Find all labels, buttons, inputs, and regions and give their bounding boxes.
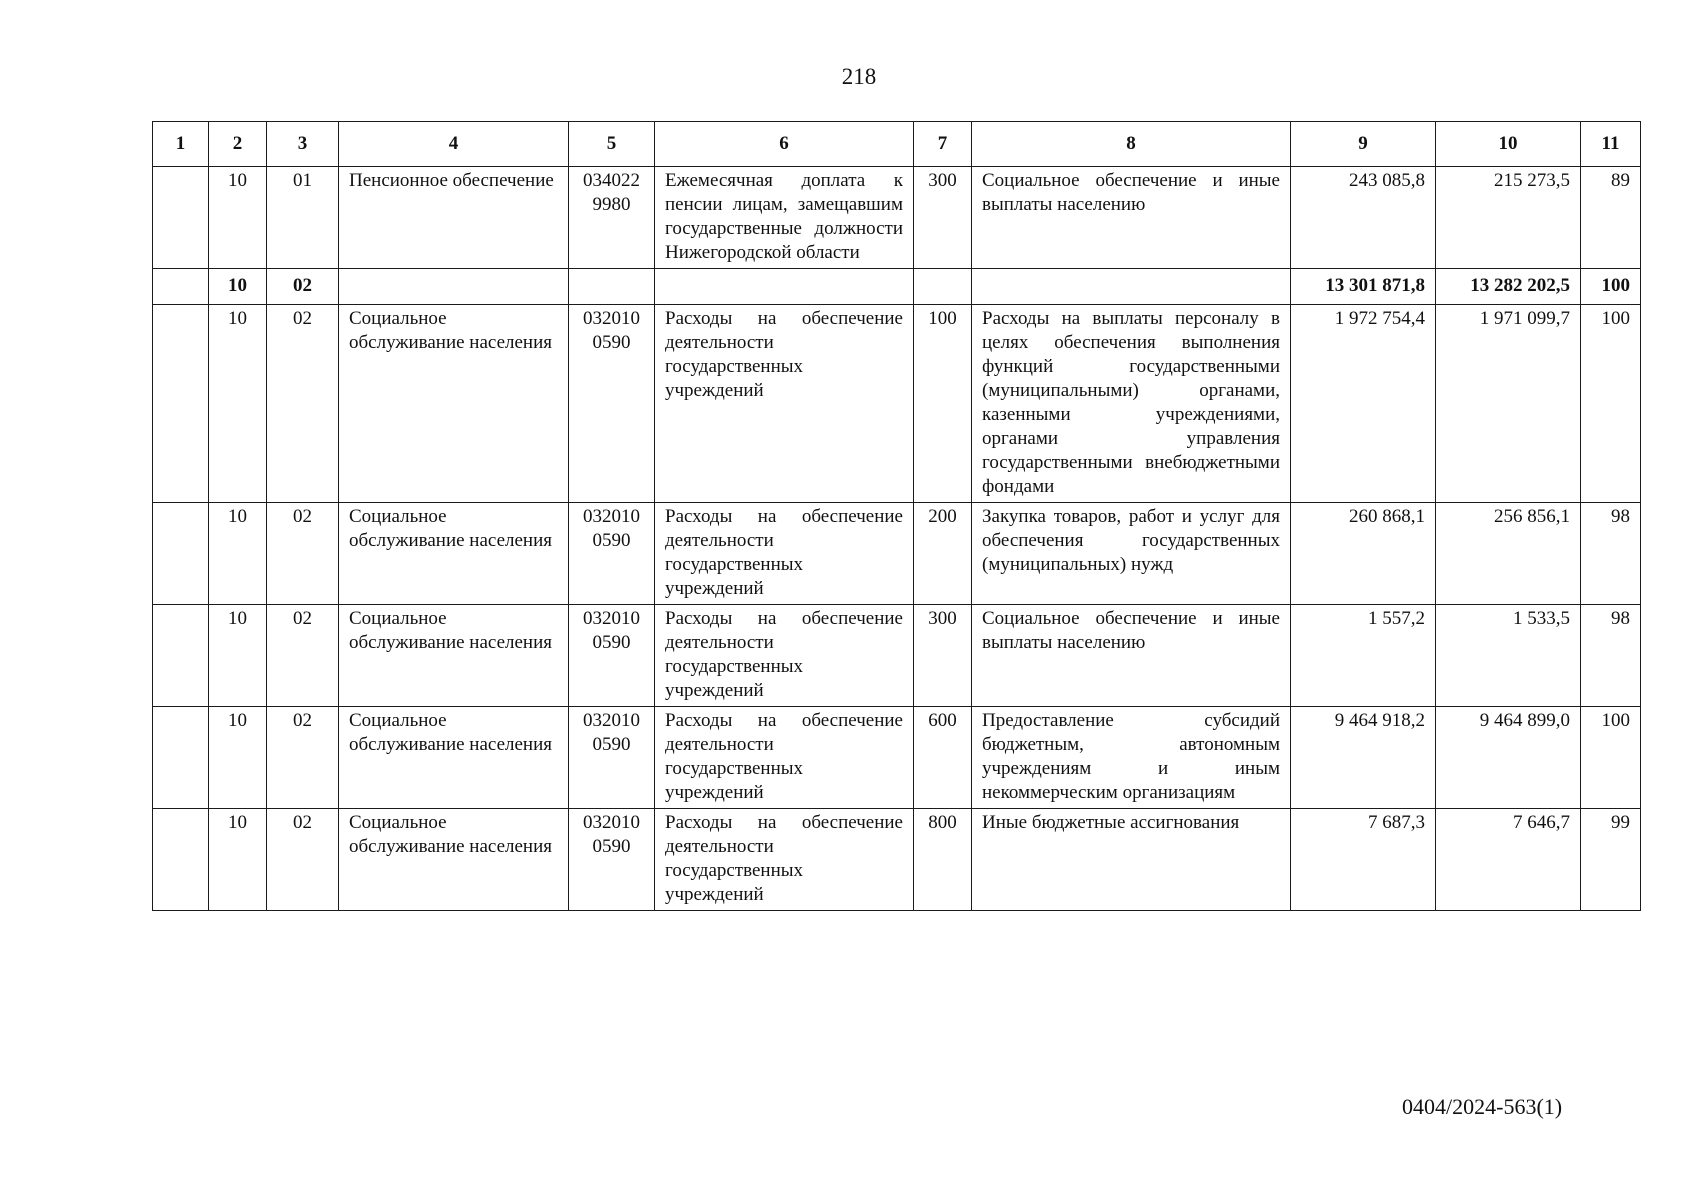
- header-cell: 3: [267, 122, 339, 167]
- cell-planned: 13 301 871,8: [1291, 269, 1436, 305]
- cell-executed: 215 273,5: [1436, 167, 1581, 269]
- cell-subsection-name: Социальное обслуживание населения: [339, 809, 569, 911]
- target-code-part: 0590: [592, 632, 631, 653]
- cell-percent: 98: [1581, 503, 1641, 605]
- table-row: [153, 503, 1641, 605]
- cell-percent: 100: [1581, 707, 1641, 809]
- table-row: [153, 605, 1641, 707]
- cell-subsection: 02: [267, 503, 339, 605]
- cell-expense-type: 800: [914, 809, 972, 911]
- cell-col1: [153, 809, 209, 911]
- cell-subsection-name: Социальное обслуживание населения: [339, 707, 569, 809]
- cell-subsection: 02: [267, 269, 339, 305]
- cell-expense-name: Социальное обеспечение и иные выплаты населению: [972, 605, 1291, 707]
- target-code-part: 9980: [592, 194, 631, 215]
- cell-section: 10: [209, 269, 267, 305]
- cell-section: 10: [209, 167, 267, 269]
- cell-expense-type: 300: [914, 167, 972, 269]
- cell-target-name: Ежемесячная доплата к пенсии лицам, замещавшим государственные должности Нижегородской области: [655, 167, 914, 269]
- cell-subsection: 02: [267, 305, 339, 503]
- table-row: [153, 167, 1641, 269]
- header-cell: 6: [655, 122, 914, 167]
- cell-col1: [153, 707, 209, 809]
- cell-target-code: [569, 305, 655, 503]
- cell-expense-type: 300: [914, 605, 972, 707]
- cell-target-code: [569, 707, 655, 809]
- cell-col1: [153, 305, 209, 503]
- cell-expense-name: Социальное обеспечение и иные выплаты населению: [972, 167, 1291, 269]
- target-code-part: 0590: [592, 530, 631, 551]
- header-cell: 11: [1581, 122, 1641, 167]
- cell-expense-name: [972, 269, 1291, 305]
- cell-expense-name: Предоставление субсидий бюджетным, автономным учреждениям и иным некоммерческим организациям: [972, 707, 1291, 809]
- cell-subsection-name: Социальное обслуживание населения: [339, 503, 569, 605]
- target-code-part: 032010: [583, 608, 640, 629]
- cell-expense-type: [914, 269, 972, 305]
- page-number: 218: [841, 64, 877, 89]
- cell-col1: [153, 269, 209, 305]
- cell-col1: [153, 503, 209, 605]
- cell-target-code: [569, 503, 655, 605]
- cell-planned: 7 687,3: [1291, 809, 1436, 911]
- target-code-part: 0590: [592, 332, 631, 353]
- cell-target-name: Расходы на обеспечение деятельности государственных учреждений: [655, 605, 914, 707]
- cell-target-name: Расходы на обеспечение деятельности государственных учреждений: [655, 503, 914, 605]
- header-cell: 9: [1291, 122, 1436, 167]
- cell-section: 10: [209, 305, 267, 503]
- cell-subsection: 02: [267, 707, 339, 809]
- cell-percent: 89: [1581, 167, 1641, 269]
- cell-percent: 100: [1581, 269, 1641, 305]
- cell-planned: 9 464 918,2: [1291, 707, 1436, 809]
- cell-executed: 13 282 202,5: [1436, 269, 1581, 305]
- cell-col1: [153, 167, 209, 269]
- cell-executed: 1 533,5: [1436, 605, 1581, 707]
- cell-subsection: 02: [267, 605, 339, 707]
- target-code-part: 034022: [583, 170, 640, 191]
- table-row-total: [153, 269, 1641, 305]
- cell-subsection-name: Пенсионное обеспечение: [339, 167, 569, 269]
- header-cell: 5: [569, 122, 655, 167]
- target-code-part: 032010: [583, 308, 640, 329]
- cell-planned: 1 972 754,4: [1291, 305, 1436, 503]
- cell-col1: [153, 605, 209, 707]
- cell-percent: 98: [1581, 605, 1641, 707]
- table-row: [153, 809, 1641, 911]
- cell-target-code: [569, 605, 655, 707]
- header-cell: 1: [153, 122, 209, 167]
- header-cell: 10: [1436, 122, 1581, 167]
- table-row: [153, 305, 1641, 503]
- cell-target-name: Расходы на обеспечение деятельности государственных учреждений: [655, 707, 914, 809]
- cell-planned: 243 085,8: [1291, 167, 1436, 269]
- target-code-part: 032010: [583, 710, 640, 731]
- header-cell: 8: [972, 122, 1291, 167]
- header-cell: 2: [209, 122, 267, 167]
- cell-percent: 99: [1581, 809, 1641, 911]
- cell-executed: 9 464 899,0: [1436, 707, 1581, 809]
- cell-executed: 7 646,7: [1436, 809, 1581, 911]
- cell-expense-type: 600: [914, 707, 972, 809]
- cell-subsection: 02: [267, 809, 339, 911]
- cell-expense-type: 100: [914, 305, 972, 503]
- header-cell: 4: [339, 122, 569, 167]
- target-code-part: 0590: [592, 836, 631, 857]
- target-code-part: 032010: [583, 506, 640, 527]
- cell-subsection-name: Социальное обслуживание населения: [339, 605, 569, 707]
- cell-section: 10: [209, 503, 267, 605]
- target-code-part: 0590: [592, 734, 631, 755]
- cell-executed: 1 971 099,7: [1436, 305, 1581, 503]
- cell-percent: 100: [1581, 305, 1641, 503]
- target-code-part: 032010: [583, 812, 640, 833]
- document-code: 0404/2024-563(1): [1402, 1094, 1563, 1119]
- cell-subsection: 01: [267, 167, 339, 269]
- cell-target-code: [569, 167, 655, 269]
- cell-planned: 260 868,1: [1291, 503, 1436, 605]
- cell-expense-name: Закупка товаров, работ и услуг для обеспечения государственных (муниципальных) нужд: [972, 503, 1291, 605]
- cell-target-code: [569, 269, 655, 305]
- cell-expense-name: Расходы на выплаты персоналу в целях обеспечения выполнения функций государственными (муниципальными) органами, казенными учреждениями, органами управления государственными внебюджетными фондами: [972, 305, 1291, 503]
- cell-target-code: [569, 809, 655, 911]
- cell-planned: 1 557,2: [1291, 605, 1436, 707]
- cell-section: 10: [209, 707, 267, 809]
- cell-section: 10: [209, 605, 267, 707]
- header-cell: 7: [914, 122, 972, 167]
- cell-subsection-name: [339, 269, 569, 305]
- table-row: [153, 707, 1641, 809]
- cell-section: 10: [209, 809, 267, 911]
- cell-expense-name: Иные бюджетные ассигнования: [972, 809, 1291, 911]
- cell-executed: 256 856,1: [1436, 503, 1581, 605]
- budget-table: [152, 121, 1641, 911]
- cell-subsection-name: Социальное обслуживание населения: [339, 305, 569, 503]
- cell-target-name: [655, 269, 914, 305]
- header-row: [153, 122, 1641, 167]
- cell-target-name: Расходы на обеспечение деятельности государственных учреждений: [655, 305, 914, 503]
- cell-target-name: Расходы на обеспечение деятельности государственных учреждений: [655, 809, 914, 911]
- cell-expense-type: 200: [914, 503, 972, 605]
